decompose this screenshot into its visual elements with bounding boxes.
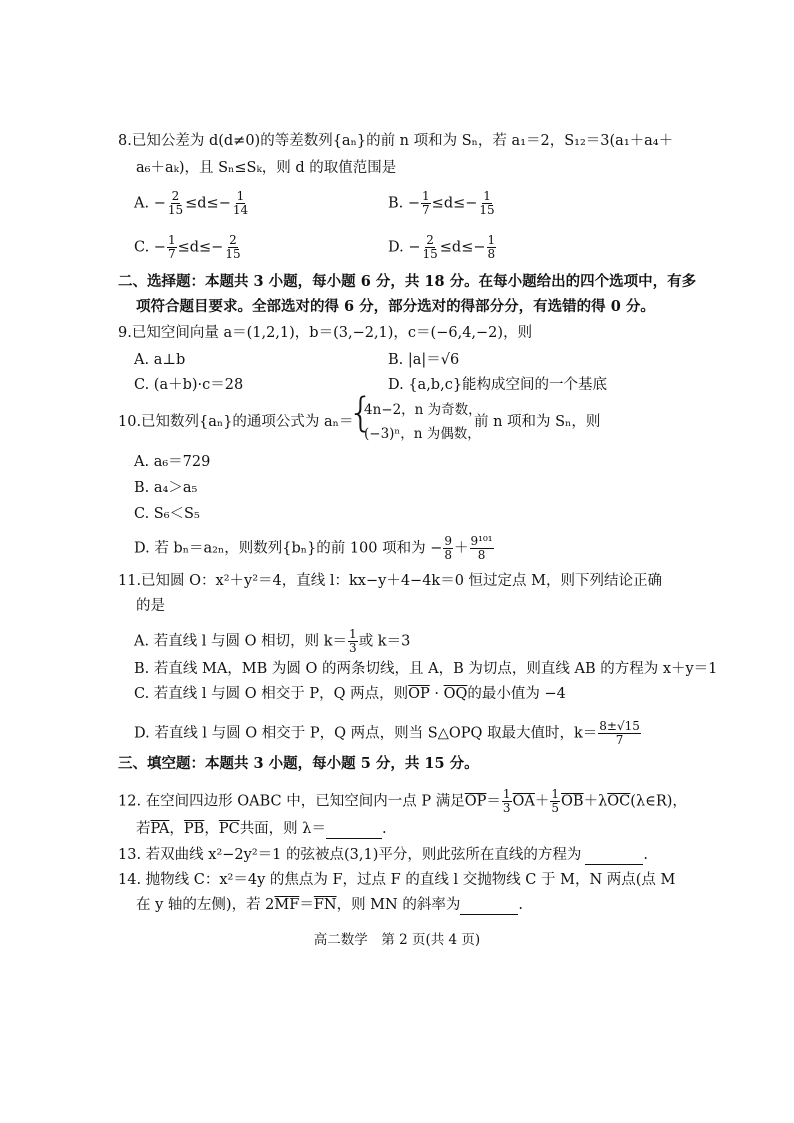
stem-text: 若 [136,821,151,837]
q9-stem: 9.已知空间向量 a＝(1,2,1)，b＝(3,−2,1)，c＝(−6,4,−2)，则 [118,325,533,341]
vector-op: $\overline{OP}$ [464,793,487,810]
numerator: 1 [487,233,496,247]
denominator: 7 [422,203,430,217]
page-footer: 高二数学 第 2 页(共 4 页) [313,932,481,948]
numerator: 1 [349,627,357,641]
fraction [421,190,431,217]
q10-stem-suffix: 前 n 项和为 Sₙ，则 [474,414,601,430]
equals-sign: ＝ [299,897,314,913]
q12-stem-line1 [118,788,687,815]
denominator: 14 [232,203,249,217]
plus-sign: ＋ [534,793,550,810]
q12-stem-line2 [136,819,387,839]
inequality: ≤d≤− [431,195,478,212]
q10-option-c: C. S₆＜S₅ [134,506,200,522]
denominator: 15 [225,247,241,261]
plus-lambda: ＋λ [583,793,608,810]
vector-pc: $\overline{PC}$ [218,821,240,837]
fraction [167,190,184,217]
period: . [382,821,387,837]
q14-stem-line1: 14. 抛物线 C：x²＝4y 的焦点为 F，过点 F 的直线 l 交抛物线 C 于 M，N 两点(点 M [118,872,676,888]
q13-stem [118,845,648,865]
q10-option-a: A. a₆＝729 [134,454,211,470]
section-3-header: 三、填空题：本题共 3 小题，每小题 5 分，共 15 分。 [118,755,479,772]
stem-text-suffix: ，则 MN 的斜率为 [336,897,461,913]
q8-option-b [388,190,497,217]
section-2-header-line2: 项符合题目要求。全部选对的得 6 分，部分选对的得部分分，有选错的得 0 分。 [136,298,655,315]
q9-option-d: D. {a,b,c}能构成空间的一个基底 [388,377,608,393]
plus-sign: ＋ [454,540,469,557]
section-2-header: 二、选择题：本题共 3 小题，每小题 6 分，共 18 分。在每小题给出的四个选项中，有多 [118,273,697,290]
q11-stem-line1: 11.已知圆 O：x²＋y²＝4，直线 l：kx−y＋4−4k＝0 恒过定点 M，则下列结论正确 [118,573,663,589]
vector-oa: $\overline{OA}$ [512,793,535,810]
inequality: ≤d≤− [439,239,486,256]
option-prefix: B. − [388,195,421,212]
period: . [643,847,648,863]
answer-blank[interactable] [460,900,518,915]
q10-stem-prefix: 10.已知数列{aₙ}的通项公式为 aₙ＝ [118,414,354,430]
q8-option-a [134,190,250,217]
stem-text: 13. 若双曲线 x²−2y²＝1 的弦被点(3,1)平分，则此弦所在直线的方程为 [118,847,582,863]
fraction [443,535,453,562]
vector-fn: $\overline{FN}$ [313,897,337,913]
answer-blank[interactable] [326,824,382,839]
option-text: C. 若直线 l 与圆 O 相交于 P，Q 两点，则 [134,686,409,702]
period: . [518,897,523,913]
option-text: D. 若 bₙ＝a₂ₙ，则数列{bₙ}的前 100 项和为 − [134,540,443,557]
fraction [224,234,241,261]
numerator: 1 [167,233,176,247]
stem-text-suffix: (λ∈R)， [630,793,687,810]
denominator: 3 [502,801,511,815]
option-prefix: D. − [388,239,421,256]
fraction [550,788,560,815]
vector-pa: $\overline{PA}$ [150,821,170,837]
numerator: 9¹⁰¹ [470,534,493,548]
numerator: 1 [551,787,560,801]
fraction [167,234,177,261]
q10-case-even: (−3)ⁿ，n 为偶数， [364,426,481,442]
fraction [232,190,249,217]
q8-stem-line1: 8.已知公差为 d(d≠0)的等差数列{aₙ}的前 n 项和为 Sₙ，若 a₁＝2，S₁₂＝3(a₁＋a₄＋ [118,133,674,149]
q11-stem-line2: 的是 [136,598,165,614]
denominator: 8 [477,548,486,562]
option-text-suffix: 或 k＝3 [358,633,411,650]
option-prefix: C. − [134,239,166,256]
denominator: 7 [615,733,624,747]
q10-case-odd: 4n−2，n 为奇数， [364,402,482,418]
denominator: 15 [167,203,184,217]
numerator: 1 [236,189,245,203]
option-prefix: A. − [134,195,166,212]
vector-op: $\overline{OP}$ [408,686,430,702]
inequality: ≤d≤− [177,239,224,256]
q8-option-d [388,234,497,261]
q14-stem-line2 [136,895,523,915]
numerator: 9 [444,534,453,548]
q9-option-a: A. a⊥b [134,352,186,368]
numerator: 2 [229,233,237,247]
vector-mf: $\overline{MF}$ [274,897,300,913]
q11-option-d [134,720,642,747]
vector-pb: $\overline{PB}$ [183,821,205,837]
q9-option-b: B. |a|＝√6 [388,352,460,368]
q8-option-c [134,234,243,261]
answer-blank[interactable] [585,850,643,865]
option-text: A. 若直线 l 与圆 O 相切，则 k＝ [134,633,348,650]
numerator: 1 [502,787,511,801]
denominator: 7 [167,247,176,261]
q10-option-b: B. a₄＞a₅ [134,480,198,496]
numerator: 1 [422,189,430,203]
fraction [470,535,494,562]
denominator: 8 [444,548,453,562]
fraction [348,628,358,655]
stem-text: 在 y 轴的左侧)，若 2 [136,897,275,913]
q10-option-d [134,535,495,562]
denominator: 5 [551,801,560,815]
denominator: 3 [349,641,357,655]
option-text-suffix: 的最小值为 −4 [467,686,566,702]
numerator: 2 [426,233,434,247]
vector-oq: $\overline{OQ}$ [443,686,468,702]
numerator: 2 [171,189,180,203]
comma: ， [169,821,184,837]
vector-ob: $\overline{OB}$ [561,793,584,810]
numerator: 1 [483,189,491,203]
fraction [478,190,495,217]
comma: ， [204,821,219,837]
dot-operator: · [429,686,444,702]
stem-text-suffix: 共面，则 λ＝ [239,821,326,837]
option-text: D. 若直线 l 与圆 O 相交于 P，Q 两点，则当 S△OPQ 取最大值时，k＝ [134,725,598,742]
q11-option-c [134,684,566,704]
fraction [598,720,641,747]
fraction [487,234,497,261]
inequality: ≤d≤− [185,195,231,212]
denominator: 15 [422,247,438,261]
denominator: 15 [479,203,495,217]
q11-option-b: B. 若直线 MA，MB 为圆 O 的两条切线，且 A，B 为切点，则直线 AB 的方程为 x＋y＝1 [134,661,718,677]
fraction [421,234,438,261]
fraction [502,788,512,815]
equals-sign: ＝ [486,793,501,810]
piecewise-brace: { [348,390,374,436]
vector-oc: $\overline{OC}$ [607,793,631,810]
denominator: 8 [487,247,496,261]
numerator: 8±√15 [599,719,640,733]
q11-option-a [134,628,410,655]
q9-option-c: C. (a＋b)·c＝28 [134,377,244,393]
q8-stem-line2: a₆＋aₖ)，且 Sₙ≤Sₖ，则 d 的取值范围是 [136,160,397,176]
stem-text: 12. 在空间四边形 OABC 中，已知空间内一点 P 满足 [118,793,465,810]
